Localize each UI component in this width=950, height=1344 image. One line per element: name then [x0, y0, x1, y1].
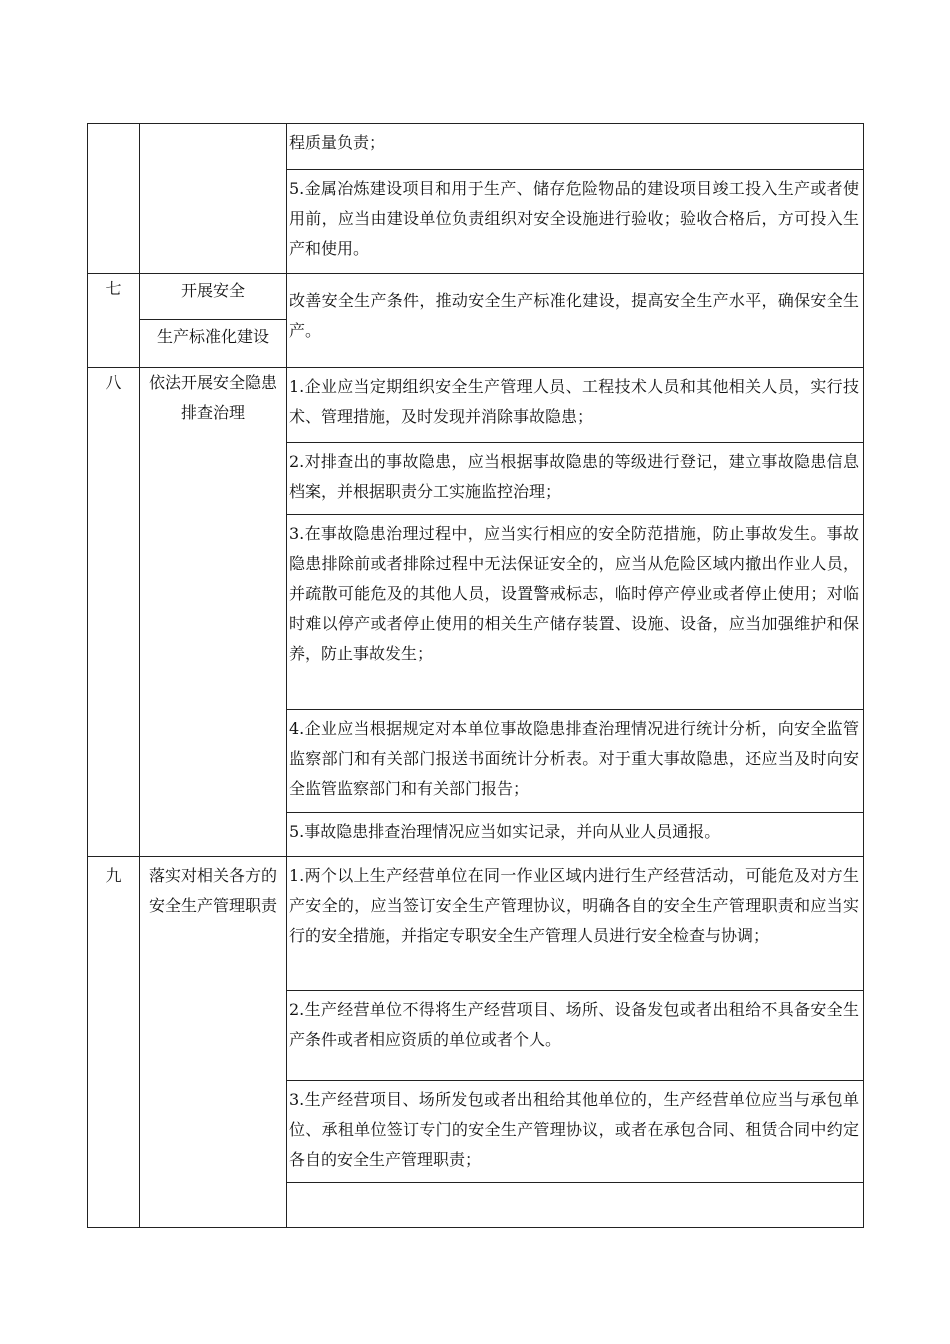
clause-cell: [287, 124, 864, 170]
clause-cell: [287, 515, 864, 710]
section-item-label: 生产标准化建设: [156, 327, 269, 346]
clause-cell: [287, 710, 864, 813]
section-number-cell: 八: [88, 368, 140, 857]
clause-text: 程质量负责；: [289, 133, 386, 152]
section-item-cell: [140, 320, 287, 368]
section-number-label: 九: [105, 866, 122, 885]
clause-cell: [287, 274, 864, 368]
clause-text: [287, 1183, 863, 1187]
safety-responsibility-table: [87, 123, 864, 1228]
clause-cell: [287, 443, 864, 515]
section-item-label: 落实对相关各方的安全生产管理职责: [148, 866, 277, 915]
clause-cell: [287, 170, 864, 274]
section-item-label: 依法开展安全隐患排查治理: [148, 373, 277, 422]
section-item-label: 开展安全: [180, 281, 245, 300]
clause-text: 2.对排查出的事故隐患，应当根据事故隐患的等级进行登记，建立事故隐患信息档案，并根据职责分工实施监控治理；: [289, 452, 859, 501]
clause-text: 5.事故隐患排查治理情况应当如实记录，并向从业人员通报。: [289, 822, 721, 841]
clause-cell-empty: [287, 1183, 864, 1228]
section-number-cell: [88, 857, 140, 1228]
section-item-cell: [140, 857, 287, 1228]
table-row: [88, 368, 864, 443]
clause-text: 4.企业应当根据规定对本单位事故隐患排查治理情况进行统计分析，向安全监管监察部门和有关部门报送书面统计分析表。对于重大事故隐患，还应当及时向安全监管监察部门和有关部门报告；: [289, 719, 859, 798]
clause-text: 2.生产经营单位不得将生产经营项目、场所、设备发包或者出租给不具备安全生产条件或者相应资质的单位或者个人。: [289, 1000, 859, 1049]
clause-cell: [287, 1081, 864, 1183]
clause-text: 1.企业应当定期组织安全生产管理人员、工程技术人员和其他相关人员，实行技术、管理措施，及时发现并消除事故隐患；: [289, 377, 859, 426]
clause-cell: [287, 368, 864, 443]
section-number-cell: 七: [88, 274, 140, 368]
clause-cell: [287, 991, 864, 1081]
clause-text: 改善安全生产条件，推动安全生产标准化建设，提高安全生产水平，确保安全生产。: [289, 291, 859, 340]
clause-text: 3.在事故隐患治理过程中，应当实行相应的安全防范措施，防止事故发生。事故隐患排除前或者排除过程中无法保证安全的，应当从危险区域内撤出作业人员，并疏散可能危及的其他人员，设置警戒标志，临时停产停业或者停止使用；对临时难以停产或者停止使用的相关生产储存装置、设施、设备，应当加强维护和保养，防止事故发生；: [289, 524, 859, 663]
clause-text: 1.两个以上生产经营单位在同一作业区域内进行生产经营活动，可能危及对方生产安全的，应当签订安全生产管理协议，明确各自的安全生产管理职责和应当实行的安全措施，并指定专职安全生产管理人员进行安全检查与协调；: [289, 866, 859, 945]
table-row: [88, 274, 864, 320]
section-item-cell: [140, 124, 287, 274]
section-number-cell: [88, 124, 140, 274]
table-row: [88, 857, 864, 991]
clause-text: 3.生产经营项目、场所发包或者出租给其他单位的，生产经营单位应当与承包单位、承租单位签订专门的安全生产管理协议，或者在承包合同、租赁合同中约定各自的安全生产管理职责；: [289, 1090, 859, 1169]
table-row: [88, 124, 864, 170]
clause-text: 5.金属冶炼建设项目和用于生产、储存危险物品的建设项目竣工投入生产或者使用前，应当由建设单位负责组织对安全设施进行验收；验收合格后，方可投入生产和使用。: [289, 179, 859, 258]
clause-cell: [287, 857, 864, 991]
section-item-cell: [140, 274, 287, 320]
clause-cell: [287, 813, 864, 857]
section-item-cell: [140, 368, 287, 857]
